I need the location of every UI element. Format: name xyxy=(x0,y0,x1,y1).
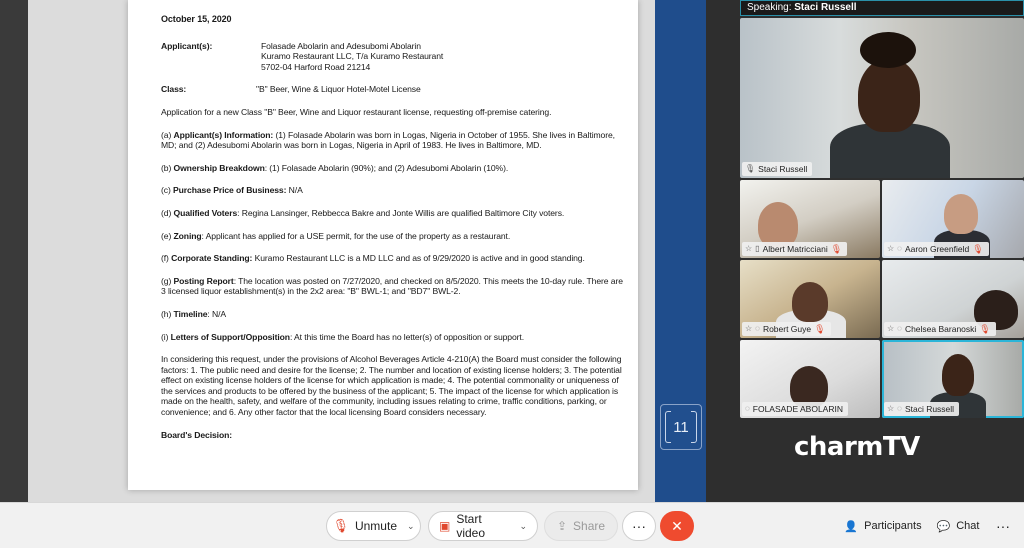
item-label: Purchase Price of Business: xyxy=(173,185,287,196)
participant-name-tag xyxy=(742,162,812,176)
chevron-down-icon[interactable]: ⌄ xyxy=(407,520,415,531)
item-prefix: (e) xyxy=(161,230,174,241)
item-label: Letters of Support/Opposition xyxy=(170,331,290,342)
headset-icon: ◌ xyxy=(755,324,760,333)
item-prefix: (h) xyxy=(161,308,174,319)
item-label: Applicant(s) Information: xyxy=(173,129,274,140)
video-tile-chelsea[interactable] xyxy=(882,260,1024,338)
page-number-indicator[interactable]: 11 xyxy=(660,404,702,450)
participant-name-tag xyxy=(884,322,996,336)
chat-icon: 💬 xyxy=(936,520,951,533)
class-value: "B" Beer, Wine & Liquor Hotel-Motel License xyxy=(256,84,421,95)
document-date: October 15, 2020 xyxy=(161,14,232,24)
applicants-line: Kuramo Restaurant LLC, T/a Kuramo Restaurant xyxy=(261,51,444,62)
charm-tv-logo xyxy=(794,432,920,462)
start-video-button[interactable] xyxy=(428,511,538,541)
logo-text: charm xyxy=(794,432,883,462)
muted-mic-icon: 🎙 xyxy=(830,244,843,254)
applicants-value xyxy=(261,41,628,73)
pin-icon: ☆ xyxy=(745,244,753,253)
participant-name: Albert Matricciani xyxy=(762,244,828,254)
unmute-button[interactable] xyxy=(326,511,421,541)
item-prefix: (i) xyxy=(161,331,171,342)
video-tile-folasade[interactable] xyxy=(740,340,880,418)
headset-icon: ◌ xyxy=(745,404,750,413)
muted-mic-icon: 🎙 xyxy=(814,324,826,334)
applicants-label: Applicant(s): xyxy=(161,40,213,51)
item-g xyxy=(161,276,628,297)
item-text: Kuramo Restaurant LLC is a MD LLC and as of 9/29/2020 is active and in good standing. xyxy=(252,253,585,264)
video-off-icon: ▣ xyxy=(439,519,451,533)
item-prefix: (d) xyxy=(161,207,174,218)
item-d xyxy=(161,208,628,219)
participant-name: Chelsea Baranoski xyxy=(904,324,977,334)
item-label: Timeline xyxy=(173,308,208,319)
chevron-down-icon[interactable]: ⌄ xyxy=(519,520,527,531)
participant-name: Aaron Greenfield xyxy=(904,244,970,254)
headset-icon: ◌ xyxy=(897,244,902,253)
person-icon: 👤 xyxy=(844,520,859,533)
item-text: N/A xyxy=(286,185,303,196)
item-label: Corporate Standing: xyxy=(171,253,253,264)
logo-text: TV xyxy=(882,432,920,462)
application-text: Application for a new Class "B" Beer, Wine and Liquor restaurant license, requesting off-premise catering. xyxy=(161,106,552,117)
pin-icon: ☆ xyxy=(887,404,895,413)
item-text: (1) Folasade Abolarin was born in Logas, Nigeria in October of 1955. She lives in Baltimore, MD; and (2) Adesubomi Abolarin was born in Logas, Nigeria in April of 1983. He lives in Baltimore, MD. xyxy=(161,129,615,151)
participant-name-tag xyxy=(742,322,831,336)
meeting-toolbar xyxy=(0,502,1024,548)
item-text: : N/A xyxy=(207,308,227,319)
overflow-menu-button[interactable]: ··· xyxy=(996,518,1010,534)
considering-text: In considering this request, under the provisions of Alcohol Beverages Article 4-210(A) the Board must consider the following factors: 1. The public need and desire for the license; 2. The number and location of existing license holders; 3. The potential effect on existing license holders of the license for which application is made; 4. The potential commonality or uniqueness of the services and products to be offered by the business of the applicant; 5. The impact of the license for which application is made on the health, safety, and welfare of the community, including issues relating to crime, traffic conditions, parking, or convenience; and 6. Any other factor that the local licensing Board considers necessary. xyxy=(161,354,622,418)
item-text: : Applicant has applied for a USE permit, for the use of the property as a restaurant. xyxy=(201,230,511,241)
class-row xyxy=(161,84,628,95)
participants-button[interactable] xyxy=(838,511,928,541)
end-call-button[interactable]: ✕ xyxy=(660,511,694,541)
item-label: Qualified Voters xyxy=(173,207,238,218)
participant-video xyxy=(792,282,828,322)
video-tile-main[interactable] xyxy=(740,18,1024,178)
item-text: : The location was posted on 7/27/2020, and checked on 8/5/2020. This meets the 10-day rule. There are 3 licensed liquor establishment(s) in the 2x2 area: "B" BWL-1; and "BD7" BWL-2. xyxy=(161,275,623,297)
speaking-name: Staci Russell xyxy=(794,2,857,13)
item-prefix: (f) xyxy=(161,253,172,264)
pin-icon: ☆ xyxy=(887,244,895,253)
class-label: Class: xyxy=(161,84,187,95)
item-c xyxy=(161,185,628,196)
chat-button[interactable] xyxy=(930,511,986,541)
speaking-indicator xyxy=(740,0,1024,16)
document-viewer xyxy=(28,0,655,502)
item-label: Posting Report xyxy=(173,275,234,286)
participant-name: Staci Russell xyxy=(758,164,808,174)
share-icon: ⇪ xyxy=(556,519,568,533)
item-prefix: (b) xyxy=(161,162,174,173)
speaking-label: Speaking: xyxy=(747,2,792,13)
pin-icon: ☆ xyxy=(887,324,895,333)
unmute-label: Unmute xyxy=(354,519,397,533)
muted-mic-icon: 🎙 xyxy=(972,244,984,254)
item-text: : Regina Lansinger, Rebbecca Bakre and Jonte Willis are qualified Baltimore City voters. xyxy=(237,207,565,218)
video-tile-staci-active[interactable] xyxy=(882,340,1024,418)
item-a xyxy=(161,130,628,151)
participant-video xyxy=(860,32,916,68)
participant-name-tag xyxy=(884,402,959,416)
mic-icon: 🎙 xyxy=(745,164,756,173)
applicants-line: 5702-04 Harford Road 21214 xyxy=(261,61,371,72)
board-decision-label: Board's Decision: xyxy=(161,429,233,440)
participant-video xyxy=(858,58,920,132)
more-options-button[interactable]: ··· xyxy=(622,511,656,541)
share-label: Share xyxy=(573,519,606,533)
video-tile-aaron[interactable] xyxy=(882,180,1024,258)
participant-name-tag xyxy=(742,242,847,256)
participant-video xyxy=(944,194,978,234)
item-h xyxy=(161,309,628,320)
device-icon: ▯ xyxy=(755,244,760,253)
applicants-line: Folasade Abolarin and Adesubomi Abolarin xyxy=(261,40,421,51)
item-f xyxy=(161,253,628,264)
participant-name: Robert Guye xyxy=(762,324,812,334)
participant-name: FOLASADE ABOLARIN xyxy=(752,404,843,414)
item-prefix: (c) xyxy=(161,185,174,196)
participant-video xyxy=(942,354,974,396)
start-video-label: Start video xyxy=(456,512,486,540)
item-text: : At this time the Board has no letter(s) of opposition or support. xyxy=(289,331,525,342)
document-page xyxy=(128,0,638,490)
item-label: Zoning xyxy=(173,230,202,241)
participant-name: Staci Russell xyxy=(904,404,955,414)
video-panel xyxy=(706,0,1024,502)
video-tile-robert[interactable] xyxy=(740,260,880,338)
headset-icon: ◌ xyxy=(897,404,902,413)
participant-name-tag xyxy=(884,242,989,256)
chat-label: Chat xyxy=(956,520,980,532)
headset-icon: ◌ xyxy=(897,324,902,333)
pin-icon: ☆ xyxy=(745,324,753,333)
muted-mic-icon: 🎙 xyxy=(979,324,991,334)
item-b xyxy=(161,163,628,174)
item-prefix: (g) xyxy=(161,275,174,286)
item-e xyxy=(161,231,628,242)
item-prefix: (a) xyxy=(161,129,174,140)
share-button[interactable] xyxy=(544,511,618,541)
muted-mic-icon: 🎙 xyxy=(332,518,349,533)
applicants-row xyxy=(161,41,628,73)
video-tile-albert[interactable] xyxy=(740,180,880,258)
item-label: Ownership Breakdown xyxy=(173,162,265,173)
participant-name-tag xyxy=(742,402,848,416)
participants-label: Participants xyxy=(864,520,922,532)
item-i xyxy=(161,332,628,343)
item-text: : (1) Folasade Abolarin (90%); and (2) Adesubomi Abolarin (10%). xyxy=(264,162,509,173)
